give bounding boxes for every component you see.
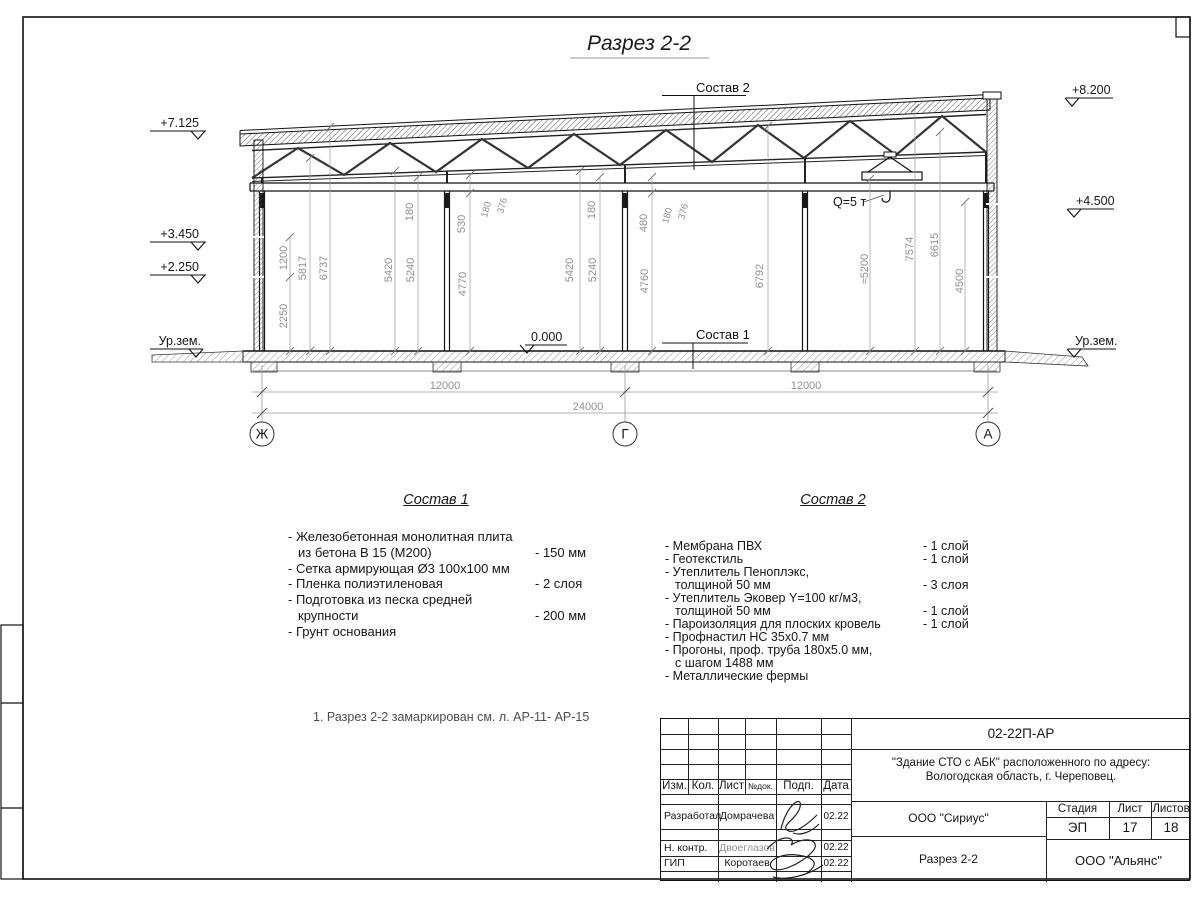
item-text: - Прогоны, проф. труба 180х5.0 мм, xyxy=(665,643,873,657)
blind-area-right xyxy=(1005,351,1088,366)
dim-label: 180 xyxy=(660,206,676,225)
dim-label: 5420 xyxy=(383,257,395,283)
item-text: - Пароизоляция для плоских кровель xyxy=(665,617,881,631)
item-value: - 150 мм xyxy=(535,544,587,560)
elevation-label: +2.250 xyxy=(160,260,199,274)
parapet-cap xyxy=(983,92,1001,99)
dim-label: 6792 xyxy=(754,263,766,289)
sostav2-list xyxy=(665,540,985,683)
item-text: толщиной 50 мм xyxy=(675,604,771,618)
dim-label: ≈5200 xyxy=(859,253,871,285)
list-item xyxy=(288,592,588,608)
item-text: с шагом 1488 мм xyxy=(675,656,774,670)
dim-label: 2250 xyxy=(278,303,290,329)
list-item xyxy=(288,529,588,545)
span-dim-label: 12000 xyxy=(429,380,461,392)
col-header-list: Лист xyxy=(719,780,744,792)
item-text: - Профнастил НС 35х0.7 мм xyxy=(665,630,830,644)
sostav1-callout: Состав 1 xyxy=(696,327,750,342)
row-date: 02.22 xyxy=(823,842,849,853)
item-value: - 3 слоя xyxy=(923,578,969,592)
dim-label: 530 xyxy=(456,214,468,234)
elevation-label: +7.125 xyxy=(160,116,199,130)
dim-label: 5240 xyxy=(405,257,417,283)
axis-label: Г xyxy=(621,426,629,442)
dim-label: 376 xyxy=(495,196,511,215)
row-name: Коротаев xyxy=(724,857,770,869)
elevation-label: +3.450 xyxy=(160,227,199,241)
dim-label: 6737 xyxy=(318,255,330,281)
col-header-date: Дата xyxy=(823,780,849,792)
stage-value: ЭП xyxy=(1067,820,1088,835)
row-name: Домрачева xyxy=(719,810,775,822)
doc-code: 02-22П-АР xyxy=(987,726,1055,741)
col-header-doc: №док. xyxy=(748,781,773,791)
dim-label: 4500 xyxy=(954,268,966,294)
item-text: - Утеплитель Эковер Y=100 кг/м3, xyxy=(665,591,862,605)
dim-label: 5420 xyxy=(564,257,576,283)
dim-label: 4760 xyxy=(639,268,651,294)
project-name-line2: Вологодская область, г. Череповец. xyxy=(925,771,1117,783)
item-text: - Геотекстиль xyxy=(665,552,744,566)
beam xyxy=(250,183,994,191)
sheet-header: Лист xyxy=(1117,803,1143,815)
dim-label: 6615 xyxy=(929,232,941,258)
item-text: - Металлические фермы xyxy=(665,669,809,683)
drawing-title: Разрез 2-2 xyxy=(919,852,978,866)
list-item xyxy=(288,624,588,640)
item-text: толщиной 50 мм xyxy=(675,578,771,592)
zero-level-label: 0.000 xyxy=(531,330,563,344)
row-role: ГИП xyxy=(664,857,685,869)
row-date: 02.22 xyxy=(823,811,849,822)
sheet-note: 1. Разрез 2-2 замаркирован см. л. АР-11- АР-15 xyxy=(313,710,590,724)
list-item xyxy=(288,545,588,561)
item-value: - 1 слой xyxy=(923,552,969,566)
dim-label: 480 xyxy=(638,213,650,233)
dim-label: 5240 xyxy=(587,257,599,283)
ground-level-label: Ур.зем. xyxy=(158,334,201,348)
sheets-total: 18 xyxy=(1163,820,1179,835)
dim-label: 376 xyxy=(676,202,692,221)
item-text: - Железобетонная монолитная плита xyxy=(288,529,513,544)
item-text: - Грунт основания xyxy=(288,623,397,639)
project-name-line1: "Здание СТО с АБК" расположенного по адресу: xyxy=(891,757,1151,769)
item-value: - 2 слоя xyxy=(535,576,583,592)
stage-header: Стадия xyxy=(1057,803,1098,815)
blind-area-left xyxy=(152,351,243,362)
sostav2-heading: Состав 2 xyxy=(800,492,866,508)
sostav1-list xyxy=(288,529,588,640)
dim-label: 7574 xyxy=(904,236,916,262)
item-value: - 200 мм xyxy=(535,607,587,623)
item-text: - Пленка полиэтиленовая xyxy=(288,576,443,592)
item-text: из бетона В 15 (М200) xyxy=(298,544,432,560)
view-title: Разрез 2-2 xyxy=(586,32,692,55)
list-item xyxy=(665,670,985,683)
sostav2-callout: Состав 2 xyxy=(696,80,750,95)
signature-scribble xyxy=(761,831,831,881)
list-item xyxy=(288,561,588,577)
item-value: - 1 слой xyxy=(923,539,969,553)
list-item xyxy=(288,608,588,624)
list-item xyxy=(288,576,588,592)
bottom-dim-lines xyxy=(252,365,998,422)
dim-label: 5817 xyxy=(297,255,309,281)
col-header-izm: Изм. xyxy=(662,780,687,792)
col-header-podp: Подп. xyxy=(783,780,814,792)
axis-label: А xyxy=(983,426,993,442)
dim-label: 4770 xyxy=(457,271,469,297)
frame-margin-boxes xyxy=(1,625,23,879)
frame-corner-box xyxy=(1176,17,1190,37)
ground-level-label: Ур.зем. xyxy=(1075,334,1118,348)
sheets-total-header: Листов xyxy=(1152,803,1190,815)
customer-organization: ООО "Альянс" xyxy=(1075,853,1162,868)
span-dim-label: 12000 xyxy=(790,380,822,392)
item-text: - Сетка армирующая Ø3 100х100 мм xyxy=(288,560,510,576)
item-text: - Мембрана ПВХ xyxy=(665,539,763,553)
columns xyxy=(259,191,989,351)
design-organization: ООО "Сириус" xyxy=(908,811,989,825)
footings xyxy=(251,362,1000,372)
row-date: 02.22 xyxy=(823,858,849,869)
item-value: - 1 слой xyxy=(923,604,969,618)
axis-label: Ж xyxy=(255,426,269,442)
dim-label: 180 xyxy=(586,200,598,220)
item-value: - 1 слой xyxy=(923,617,969,631)
floor-slab xyxy=(152,351,1088,372)
row-role: Н. контр. xyxy=(664,842,708,854)
item-text: - Утеплитель Пеноплэкс, xyxy=(665,565,810,579)
col-header-kol: Кол. xyxy=(691,780,715,792)
dim-label: 180 xyxy=(479,200,495,219)
crane-hook xyxy=(882,191,890,202)
elevation-label: +8.200 xyxy=(1072,83,1111,97)
sheet-number: 17 xyxy=(1122,820,1138,835)
elevation-label: +4.500 xyxy=(1076,194,1115,208)
row-role: Разработал xyxy=(664,810,722,822)
dim-label: 1200 xyxy=(278,245,290,271)
total-dim-label: 24000 xyxy=(572,401,604,413)
item-text: крупности xyxy=(298,607,359,623)
sostav1-heading: Состав 1 xyxy=(403,492,469,508)
crane-capacity-label: Q=5 т xyxy=(833,195,867,209)
dim-label: 180 xyxy=(404,202,416,222)
title-block xyxy=(660,718,1190,881)
row-name: Двоеглазов xyxy=(719,842,775,854)
item-text: - Подготовка из песка средней xyxy=(288,592,473,608)
